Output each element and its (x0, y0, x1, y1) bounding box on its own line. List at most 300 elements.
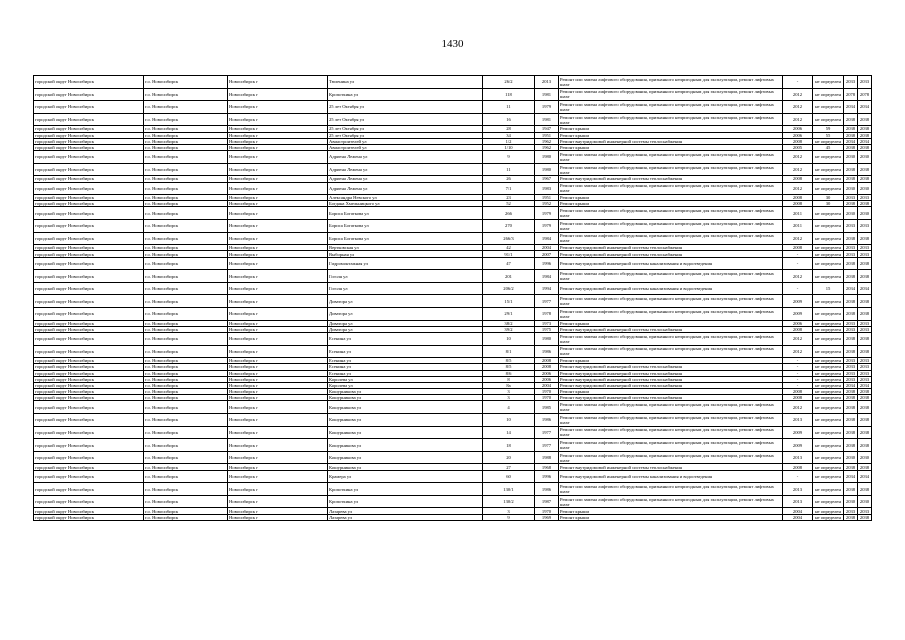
house-number-cell: 11 (483, 163, 535, 176)
work-type-cell: Ремонт внутридомовой инженерной системы теплоснабжения (559, 176, 783, 182)
plan-start-year-cell: 2038 (844, 514, 858, 520)
city-cell: Новосибирск г (228, 470, 328, 483)
city-cell: Новосибирск г (228, 345, 328, 358)
table-row (34, 232, 872, 245)
city-cell: Новосибирск г (228, 382, 328, 388)
wear-percent-cell: не определен (813, 295, 844, 308)
build-year-cell: 1984 (535, 270, 559, 283)
street-cell: Гидромонтажная ул (328, 257, 483, 270)
build-year-cell: 1952 (535, 201, 559, 207)
build-year-cell: 1978 (535, 308, 559, 321)
wear-percent-cell: 59 (813, 126, 844, 132)
street-cell: Доватора ул (328, 320, 483, 326)
build-year-cell: 1951 (535, 132, 559, 138)
last-repair-year-cell: 2011 (783, 220, 813, 233)
city-cell: Новосибирск г (228, 495, 328, 508)
municipality-cell: городской округ Новосибирск (34, 295, 144, 308)
work-type-cell: Ремонт крыши (559, 132, 783, 138)
city-cell: Новосибирск г (228, 257, 328, 270)
house-number-cell: 15/1 (483, 295, 535, 308)
house-number-cell: 8 (483, 376, 535, 382)
plan-end-year-cell: 2034 (858, 382, 872, 388)
last-repair-year-cell: 2012 (783, 401, 813, 414)
city-cell: Новосибирск г (228, 144, 328, 150)
build-year-cell: 1970 (535, 395, 559, 401)
city-cell: Новосибирск г (228, 326, 328, 332)
city-cell: Новосибирск г (228, 113, 328, 126)
city-cell: Новосибирск г (228, 195, 328, 201)
last-repair-year-cell: 2012 (783, 345, 813, 358)
build-year-cell: 1970 (535, 389, 559, 395)
city-cell: Новосибирск г (228, 251, 328, 257)
plan-end-year-cell: 2038 (858, 132, 872, 138)
build-year-cell: 1987 (535, 495, 559, 508)
wear-percent-cell: не определен (813, 426, 844, 439)
settlement-cell: г.о. Новосибирск (144, 464, 228, 470)
plan-start-year-cell: 2030 (844, 495, 858, 508)
plan-start-year-cell: 2033 (844, 376, 858, 382)
house-number-cell: 8/5 (483, 364, 535, 370)
plan-start-year-cell: 2038 (844, 126, 858, 132)
build-year-cell: 1979 (535, 101, 559, 114)
wear-percent-cell: не определен (813, 483, 844, 496)
municipality-cell: городской округ Новосибирск (34, 144, 144, 150)
wear-percent-cell: не определен (813, 514, 844, 520)
municipality-cell: городской округ Новосибирск (34, 220, 144, 233)
street-cell: Кошурникова ул (328, 414, 483, 427)
house-number-cell: 130/2 (483, 495, 535, 508)
repair-program-table (33, 75, 872, 521)
house-number-cell: 47 (483, 257, 535, 270)
plan-start-year-cell: 2038 (844, 257, 858, 270)
city-cell: Новосибирск г (228, 483, 328, 496)
work-type-cell: Ремонт или замена лифтового оборудования, признанного непригодным для эксплуатации, ремонт лифтовых шахт (559, 101, 783, 114)
table-row (34, 414, 872, 427)
street-cell: Адриена Лежена ул (328, 176, 483, 182)
house-number-cell: 130/1 (483, 483, 535, 496)
settlement-cell: г.о. Новосибирск (144, 483, 228, 496)
plan-start-year-cell: 2033 (844, 220, 858, 233)
plan-end-year-cell: 2030 (858, 451, 872, 464)
municipality-cell: городской округ Новосибирск (34, 370, 144, 376)
build-year-cell: 1985 (535, 401, 559, 414)
house-number-cell: 1/10 (483, 144, 535, 150)
municipality-cell: городской округ Новосибирск (34, 426, 144, 439)
wear-percent-cell: не определен (813, 401, 844, 414)
plan-start-year-cell: 2033 (844, 326, 858, 332)
street-cell: Кропоткина ул (328, 483, 483, 496)
wear-percent-cell: не определен (813, 176, 844, 182)
wear-percent-cell: не определен (813, 326, 844, 332)
last-repair-year-cell: 2012 (783, 113, 813, 126)
city-cell: Новосибирск г (228, 514, 328, 520)
municipality-cell: городской округ Новосибирск (34, 195, 144, 201)
last-repair-year-cell: 2008 (783, 138, 813, 144)
municipality-cell: городской округ Новосибирск (34, 308, 144, 321)
municipality-cell: городской округ Новосибирск (34, 76, 144, 89)
build-year-cell: 1996 (535, 257, 559, 270)
street-cell: Доватора ул (328, 295, 483, 308)
plan-end-year-cell: 2038 (858, 414, 872, 427)
city-cell: Новосибирск г (228, 182, 328, 195)
last-repair-year-cell: 2013 (783, 451, 813, 464)
build-year-cell: 1969 (535, 514, 559, 520)
settlement-cell: г.о. Новосибирск (144, 508, 228, 514)
street-cell: Бориса Богаткова ул (328, 220, 483, 233)
plan-start-year-cell: 2038 (844, 270, 858, 283)
municipality-cell: городской округ Новосибирск (34, 332, 144, 345)
municipality-cell: городской округ Новосибирск (34, 451, 144, 464)
plan-end-year-cell: 2033 (858, 195, 872, 201)
municipality-cell: городской округ Новосибирск (34, 508, 144, 514)
street-cell: Авиастроителей ул (328, 144, 483, 150)
plan-start-year-cell: 2038 (844, 345, 858, 358)
build-year-cell: 1980 (535, 163, 559, 176)
settlement-cell: г.о. Новосибирск (144, 220, 228, 233)
wear-percent-cell: не определен (813, 395, 844, 401)
work-type-cell: Ремонт или замена лифтового оборудования, признанного непригодным для эксплуатации, ремонт лифтовых шахт (559, 295, 783, 308)
wear-percent-cell: не определен (813, 382, 844, 388)
plan-start-year-cell: 2038 (844, 308, 858, 321)
plan-end-year-cell: 2038 (858, 389, 872, 395)
last-repair-year-cell: 2013 (783, 414, 813, 427)
last-repair-year-cell: 2009 (783, 426, 813, 439)
plan-start-year-cell: 2038 (844, 113, 858, 126)
settlement-cell: г.о. Новосибирск (144, 113, 228, 126)
settlement-cell: г.о. Новосибирск (144, 332, 228, 345)
last-repair-year-cell: - (783, 76, 813, 89)
work-type-cell: Ремонт внутридомовой инженерной системы канализования и водоотведения (559, 257, 783, 270)
build-year-cell: 1996 (535, 470, 559, 483)
settlement-cell: г.о. Новосибирск (144, 232, 228, 245)
build-year-cell: 1986 (535, 345, 559, 358)
house-number-cell: 91/1 (483, 251, 535, 257)
street-cell: Есенина ул (328, 358, 483, 364)
municipality-cell: городской округ Новосибирск (34, 182, 144, 195)
plan-start-year-cell: 2034 (844, 382, 858, 388)
settlement-cell: г.о. Новосибирск (144, 364, 228, 370)
settlement-cell: г.о. Новосибирск (144, 282, 228, 295)
plan-end-year-cell: 2030 (858, 151, 872, 164)
wear-percent-cell: не определен (813, 88, 844, 101)
last-repair-year-cell: 2008 (783, 326, 813, 332)
house-number-cell: 118 (483, 88, 535, 101)
work-type-cell: Ремонт внутридомовой инженерной системы теплоснабжения (559, 138, 783, 144)
build-year-cell: 2008 (535, 364, 559, 370)
plan-start-year-cell: 2038 (844, 464, 858, 470)
work-type-cell: Ремонт внутридомовой инженерной системы теплоснабжения (559, 251, 783, 257)
last-repair-year-cell: 2008 (783, 201, 813, 207)
plan-start-year-cell: 2033 (844, 76, 858, 89)
last-repair-year-cell: 2009 (783, 439, 813, 452)
build-year-cell: 1979 (535, 207, 559, 220)
settlement-cell: г.о. Новосибирск (144, 495, 228, 508)
plan-start-year-cell: 2033 (844, 245, 858, 251)
plan-start-year-cell: 2038 (844, 483, 858, 496)
plan-start-year-cell: 2033 (844, 364, 858, 370)
wear-percent-cell: не определен (813, 358, 844, 364)
municipality-cell: городской округ Новосибирск (34, 88, 144, 101)
work-type-cell: Ремонт внутридомовой инженерной системы теплоснабжения (559, 245, 783, 251)
table-row (34, 220, 872, 233)
settlement-cell: г.о. Новосибирск (144, 132, 228, 138)
street-cell: Лазарева ул (328, 508, 483, 514)
wear-percent-cell: не определен (813, 332, 844, 345)
build-year-cell: 1977 (535, 439, 559, 452)
plan-end-year-cell: 2030 (858, 207, 872, 220)
work-type-cell: Ремонт крыши (559, 144, 783, 150)
build-year-cell: 1986 (535, 414, 559, 427)
plan-start-year-cell: 2038 (844, 439, 858, 452)
street-cell: Адриена Лежена ул (328, 151, 483, 164)
work-type-cell: Ремонт или замена лифтового оборудования, признанного непригодным для эксплуатации, ремонт лифтовых шахт (559, 451, 783, 464)
build-year-cell: 1983 (535, 182, 559, 195)
plan-end-year-cell: 2038 (858, 439, 872, 452)
wear-percent-cell: не определен (813, 220, 844, 233)
table-row (34, 270, 872, 283)
work-type-cell: Ремонт или замена лифтового оборудования, признанного непригодным для эксплуатации, ремонт лифтовых шахт (559, 439, 783, 452)
wear-percent-cell: не определен (813, 389, 844, 395)
plan-start-year-cell: 2038 (844, 232, 858, 245)
work-type-cell: Ремонт внутридомовой инженерной системы теплоснабжения (559, 464, 783, 470)
wear-percent-cell: не определен (813, 308, 844, 321)
table-row (34, 451, 872, 464)
plan-end-year-cell: 2033 (858, 364, 872, 370)
table-row (34, 257, 872, 270)
settlement-cell: г.о. Новосибирск (144, 451, 228, 464)
plan-start-year-cell: 2038 (844, 395, 858, 401)
build-year-cell: 1947 (535, 126, 559, 132)
house-number-cell: 10 (483, 332, 535, 345)
wear-percent-cell: не определен (813, 414, 844, 427)
street-cell: Есенина ул (328, 332, 483, 345)
settlement-cell: г.о. Новосибирск (144, 370, 228, 376)
last-repair-year-cell: 2013 (783, 495, 813, 508)
settlement-cell: г.о. Новосибирск (144, 138, 228, 144)
build-year-cell: 1977 (535, 295, 559, 308)
table-row (34, 207, 872, 220)
house-number-cell: 14 (483, 426, 535, 439)
build-year-cell: 2008 (535, 358, 559, 364)
plan-end-year-cell: 2034 (858, 138, 872, 144)
wear-percent-cell: 45 (813, 144, 844, 150)
work-type-cell: Ремонт или замена лифтового оборудования, признанного непригодным для эксплуатации, ремонт лифтовых шахт (559, 345, 783, 358)
plan-end-year-cell: 2038 (858, 201, 872, 207)
city-cell: Новосибирск г (228, 451, 328, 464)
house-number-cell: 3 (483, 395, 535, 401)
plan-start-year-cell: 2038 (844, 414, 858, 427)
settlement-cell: г.о. Новосибирск (144, 414, 228, 427)
plan-end-year-cell: 2038 (858, 345, 872, 358)
city-cell: Новосибирск г (228, 76, 328, 89)
settlement-cell: г.о. Новосибирск (144, 295, 228, 308)
city-cell: Новосибирск г (228, 439, 328, 452)
house-number-cell: 4 (483, 401, 535, 414)
last-repair-year-cell: 2009 (783, 308, 813, 321)
city-cell: Новосибирск г (228, 163, 328, 176)
settlement-cell: г.о. Новосибирск (144, 376, 228, 382)
plan-start-year-cell: 2034 (844, 138, 858, 144)
municipality-cell: городской округ Новосибирск (34, 126, 144, 132)
plan-start-year-cell: 2034 (844, 101, 858, 114)
house-number-cell: 206/2 (483, 282, 535, 295)
municipality-cell: городской округ Новосибирск (34, 483, 144, 496)
last-repair-year-cell: 2008 (783, 245, 813, 251)
street-cell: Александра Невского ул (328, 195, 483, 201)
settlement-cell: г.о. Новосибирск (144, 270, 228, 283)
work-type-cell: Ремонт или замена лифтового оборудования, признанного непригодным для эксплуатации, ремонт лифтовых шахт (559, 163, 783, 176)
wear-percent-cell: не определен (813, 370, 844, 376)
table-row (34, 308, 872, 321)
municipality-cell: городской округ Новосибирск (34, 401, 144, 414)
table-row (34, 401, 872, 414)
build-year-cell: 1980 (535, 332, 559, 345)
city-cell: Новосибирск г (228, 370, 328, 376)
municipality-cell: городской округ Новосибирск (34, 364, 144, 370)
work-type-cell: Ремонт внутридомовой инженерной системы теплоснабжения (559, 364, 783, 370)
settlement-cell: г.о. Новосибирск (144, 345, 228, 358)
plan-end-year-cell: 2034 (858, 282, 872, 295)
wear-percent-cell: не определен (813, 101, 844, 114)
build-year-cell: 2006 (535, 376, 559, 382)
wear-percent-cell: не определен (813, 270, 844, 283)
wear-percent-cell: не определен (813, 251, 844, 257)
table-row (34, 470, 872, 483)
build-year-cell: 1962 (535, 138, 559, 144)
house-number-cell: 1/2 (483, 138, 535, 144)
plan-end-year-cell: 2038 (858, 113, 872, 126)
plan-end-year-cell: 2030 (858, 495, 872, 508)
table-row (34, 182, 872, 195)
plan-start-year-cell: 2034 (844, 282, 858, 295)
house-number-cell: 60 (483, 470, 535, 483)
street-cell: Доватора ул (328, 326, 483, 332)
house-number-cell: 28 (483, 126, 535, 132)
municipality-cell: городской округ Новосибирск (34, 101, 144, 114)
work-type-cell: Ремонт крыши (559, 201, 783, 207)
house-number-cell: 18 (483, 439, 535, 452)
build-year-cell: 2006 (535, 370, 559, 376)
plan-start-year-cell: 2038 (844, 332, 858, 345)
street-cell: Адриена Лежена ул (328, 163, 483, 176)
wear-percent-cell: не определен (813, 151, 844, 164)
city-cell: Новосибирск г (228, 220, 328, 233)
wear-percent-cell: не определен (813, 257, 844, 270)
wear-percent-cell: не определен (813, 113, 844, 126)
build-year-cell: 1970 (535, 508, 559, 514)
wear-percent-cell: не определен (813, 376, 844, 382)
build-year-cell: 1980 (535, 151, 559, 164)
street-cell: Кропоткина ул (328, 88, 483, 101)
table-row (34, 426, 872, 439)
build-year-cell: 2004 (535, 245, 559, 251)
street-cell: Королева ул (328, 376, 483, 382)
work-type-cell: Ремонт или замена лифтового оборудования, признанного непригодным для эксплуатации, ремонт лифтовых шахт (559, 207, 783, 220)
build-year-cell: 1981 (535, 113, 559, 126)
city-cell: Новосибирск г (228, 126, 328, 132)
municipality-cell: городской округ Новосибирск (34, 345, 144, 358)
last-repair-year-cell: - (783, 382, 813, 388)
build-year-cell: 1994 (535, 282, 559, 295)
last-repair-year-cell: 2009 (783, 295, 813, 308)
table-row (34, 332, 872, 345)
street-cell: Бориса Богаткова ул (328, 232, 483, 245)
wear-percent-cell: не определен (813, 207, 844, 220)
street-cell: Доватора ул (328, 308, 483, 321)
city-cell: Новосибирск г (228, 414, 328, 427)
plan-end-year-cell: 2038 (858, 144, 872, 150)
wear-percent-cell: не определен (813, 364, 844, 370)
plan-end-year-cell: 2038 (858, 126, 872, 132)
table-row (34, 295, 872, 308)
settlement-cell: г.о. Новосибирск (144, 101, 228, 114)
work-type-cell: Ремонт внутридомовой инженерной системы канализования и водоотведения (559, 470, 783, 483)
plan-start-year-cell: 2030 (844, 451, 858, 464)
work-type-cell: Ремонт внутридомовой инженерной системы теплоснабжения (559, 370, 783, 376)
build-year-cell: 1951 (535, 195, 559, 201)
work-type-cell: Ремонт или замена лифтового оборудования, признанного непригодным для эксплуатации, ремонт лифтовых шахт (559, 232, 783, 245)
municipality-cell: городской округ Новосибирск (34, 232, 144, 245)
plan-start-year-cell: 2033 (844, 358, 858, 364)
settlement-cell: г.о. Новосибирск (144, 207, 228, 220)
work-type-cell: Ремонт крыши (559, 358, 783, 364)
last-repair-year-cell: - (783, 251, 813, 257)
city-cell: Новосибирск г (228, 401, 328, 414)
plan-start-year-cell: 2038 (844, 132, 858, 138)
plan-start-year-cell: 2030 (844, 151, 858, 164)
plan-end-year-cell: 2038 (858, 270, 872, 283)
street-cell: Гоголя ул (328, 282, 483, 295)
work-type-cell: Ремонт внутридомовой инженерной системы канализования и водоотведения (559, 282, 783, 295)
plan-start-year-cell: 2033 (844, 370, 858, 376)
street-cell: 25 лет Октября ул (328, 113, 483, 126)
city-cell: Новосибирск г (228, 308, 328, 321)
plan-end-year-cell: 2033 (858, 245, 872, 251)
last-repair-year-cell: - (783, 282, 813, 295)
work-type-cell: Ремонт внутридомовой инженерной системы теплоснабжения (559, 376, 783, 382)
last-repair-year-cell: 2004 (783, 514, 813, 520)
house-number-cell: 8а (483, 382, 535, 388)
house-number-cell: 16 (483, 113, 535, 126)
wear-percent-cell: не определен (813, 138, 844, 144)
settlement-cell: г.о. Новосибирск (144, 201, 228, 207)
plan-start-year-cell: 2038 (844, 401, 858, 414)
work-type-cell: Ремонт крыши (559, 508, 783, 514)
municipality-cell: городской округ Новосибирск (34, 326, 144, 332)
last-repair-year-cell: 2008 (783, 464, 813, 470)
house-number-cell: 20 (483, 451, 535, 464)
plan-end-year-cell: 2033 (858, 251, 872, 257)
table-row (34, 163, 872, 176)
wear-percent-cell: 15 (813, 282, 844, 295)
build-year-cell: 1967 (535, 176, 559, 182)
house-number-cell: 29/1 (483, 308, 535, 321)
settlement-cell: г.о. Новосибирск (144, 395, 228, 401)
table-row (34, 345, 872, 358)
city-cell: Новосибирск г (228, 426, 328, 439)
street-cell: Есенина ул (328, 364, 483, 370)
build-year-cell: 1979 (535, 220, 559, 233)
house-number-cell: 39/2 (483, 326, 535, 332)
house-number-cell: 201 (483, 270, 535, 283)
table-row (34, 439, 872, 452)
city-cell: Новосибирск г (228, 88, 328, 101)
street-cell: Крамера ул (328, 470, 483, 483)
work-type-cell: Ремонт крыши (559, 126, 783, 132)
municipality-cell: городской округ Новосибирск (34, 389, 144, 395)
municipality-cell: городской округ Новосибирск (34, 376, 144, 382)
plan-end-year-cell: 2038 (858, 308, 872, 321)
